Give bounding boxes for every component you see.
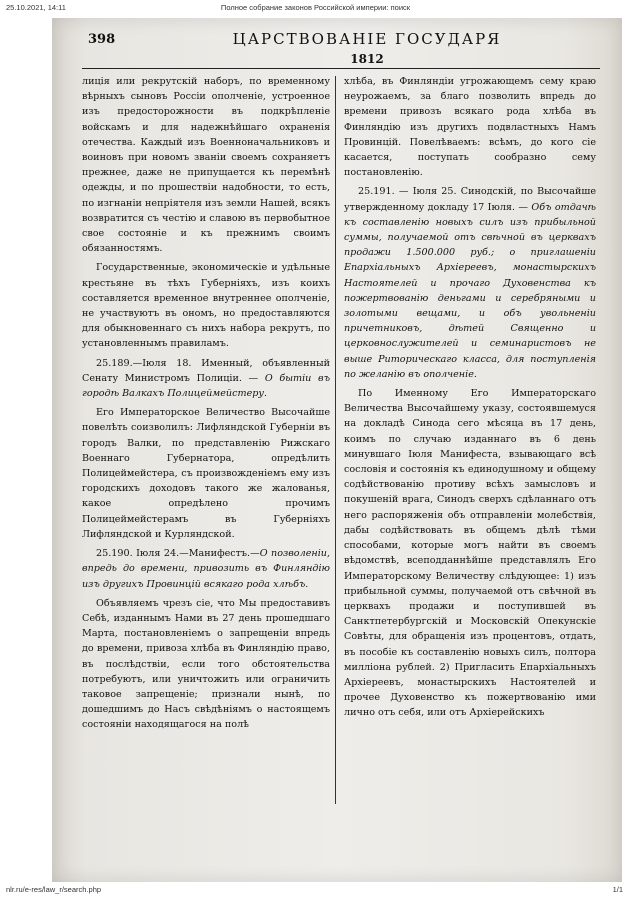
left-paragraph-4: Его Императорское Величество Высочайше повелѣть соизволилъ: Лифляндской Губерніи въ городъ Валки, по представленію Рижскаго Военнаго Губернатора, опредѣлить Полицеймейстера, съ произвожденіемъ ему изъ городскихъ доходовъ такого же жалованья, какое опредѣлено прочимъ Полицеймейстерамъ въ Губерніяхъ Лифляндской и Курляндской. [82,407,330,540]
law-25191-heading [344,184,596,382]
law-25189-heading [82,356,330,402]
right-paragraph-3: По Именному Его Императорскаго Величества Высочайшему указу, состоявшемуся на докладѣ Синода сего мѣсяца въ 17 день, коимъ по случаю изданнаго въ 6 день минувшаго Іюля Манифеста, взывающаго всѣ сословія и состоянія къ единодушному и общему содѣйствованію противу всѣхъ замысловъ и покушеній врага, Синодъ сверхъ сдѣланнаго отъ него распоряженія объ отправленіи молебствія, дабы содѣйствовать въ общемъ дѣлѣ тѣми способами, которые могъ найти въ своемъ вѣдомствѣ, всеподданнѣйше представлялъ Его Императорскому Величеству слѣдующее: 1) изъ прибыльной суммы, получаемой отъ свѣчной въ церквахъ продажи и поступившей въ Санктпетербургскій и Московскій Опекунскіе Совѣты, для обращенія изъ процентовъ, отдать, въ пособіе къ составленію новыхъ силъ, полтора милліона рублей. 2) Пригласить Епархіальныхъ Архіереевъ, монастырскихъ Настоятелей и прочее Духовенство къ пожертвованію ими лично отъ себя, или отъ Архіерейскихъ [344,388,596,719]
right-paragraph-1: хлѣба, въ Финляндіи угрожающемъ сему краю неурожаемъ, за благо позволить впредь до времени привозъ всякаго рода хлѣба въ Финляндію изъ другихъ подвластныхъ Намъ Провинцій. Повелѣваемъ: всѣмъ, до кого сіе касается, поступать сообразно сему постановленію. [344,76,596,179]
law-25191-number: 25.191. — Іюля 25. Синодскій, по Высочайше утвержденному докладу 17 Іюля. — [344,186,596,213]
law-25191-title: Объ отдачѣ къ составленію новыхъ силъ изъ прибыльной суммы, получаемой отъ свѣчной въ церквахъ продажи 1.500.000 руб.; о приглашеніи Епархіальныхъ Архіереевъ, монастырскихъ Настоятелей и прочаго Духовенства къ пожертвованію деньгами и серебряными и золотыми вещами, и объ увольненіи причетниковъ, дѣтей Священно и церковнослужителей и семинаристовъ не выше Риторическаго класса, для поступленія по желанію въ ополченіе. [344,201,596,380]
scanned-page [52,18,622,882]
pdf-print-footer [0,885,631,897]
law-25190-number: 25.190. Іюля 24.—Манифестъ.— [96,548,260,560]
column-divider [335,76,336,804]
page-number: 398 [88,32,116,47]
law-25189-title: О бытіи въ городѣ Валкахъ Полицеймейстеру. [82,372,330,400]
law-25189-number: 25.189.—Іюля 18. Именный, объявленный Сенату Министромъ Полиціи. — [82,357,330,384]
left-paragraph-1: лиція или рекрутскій наборъ, по временному вѣрныхъ сыновъ Россіи ополченіе, устроенное изъ предосторожности въ подкрѣпленіе войскамъ и для надежнѣйшаго охраненія отечества. Каждый изъ Военноначальниковъ и воиновъ при новомъ званіи своемъ сохраняетъ прежнее, даже не припущается къ перемѣнѣ одежды, и по прошествіи надобности, то есть, по изгнаніи непріятеля изъ земли Нашей, всякъ возвратится съ честію и славою въ первобытное свое состояніе и къ прежнимъ своимъ обязанностямъ. [82,76,330,255]
print-url: nlr.ru/e-res/law_r/search.php [6,885,102,894]
left-paragraph-6: Объявляемъ чрезъ сіе, что Мы предоставивъ Себѣ, изданнымъ Нами въ 27 день прошедшаго Марта, постановленіемъ о запрещеніи впредь до времени, привоза хлѣба въ Финляндію право, въ послѣдствіи, если того обстоятельства потребуютъ, или уничтожить или ограничить таковое запрещеніе; признали нынѣ, по дошедшимъ до Насъ свѣдѣніямъ о настоящемъ состояніи находящагося на полѣ [82,597,330,731]
pdf-print-header [0,3,631,15]
print-page-title: Полное собрание законов Российской империи: поиск [220,3,411,12]
left-column [82,74,330,733]
print-page-count: 1/1 [612,885,623,894]
right-column [344,74,596,721]
running-title: ЦАРСТВОВАНІЕ ГОСУДАРЯ [232,30,502,48]
header-rule [82,68,600,69]
print-timestamp: 25.10.2021, 14:11 [6,3,66,12]
left-paragraph-2: Государственные, экономическіе и удѣльные крестьяне въ тѣхъ Губерніяхъ, изъ коихъ составляется временное внутреннее ополченіе, не участвуютъ въ ономъ, но предоставляются для обыкновеннаго съ нихъ набора рекрутъ, по установленнымъ правиламъ. [82,262,330,350]
law-25190-heading [82,546,330,592]
page-year: 1812 [350,52,384,66]
law-25190-title: О позволеніи, впредь до времени, привозить въ Финляндію изъ другихъ Провинцій всякаго рода хлѣбъ. [82,548,330,590]
